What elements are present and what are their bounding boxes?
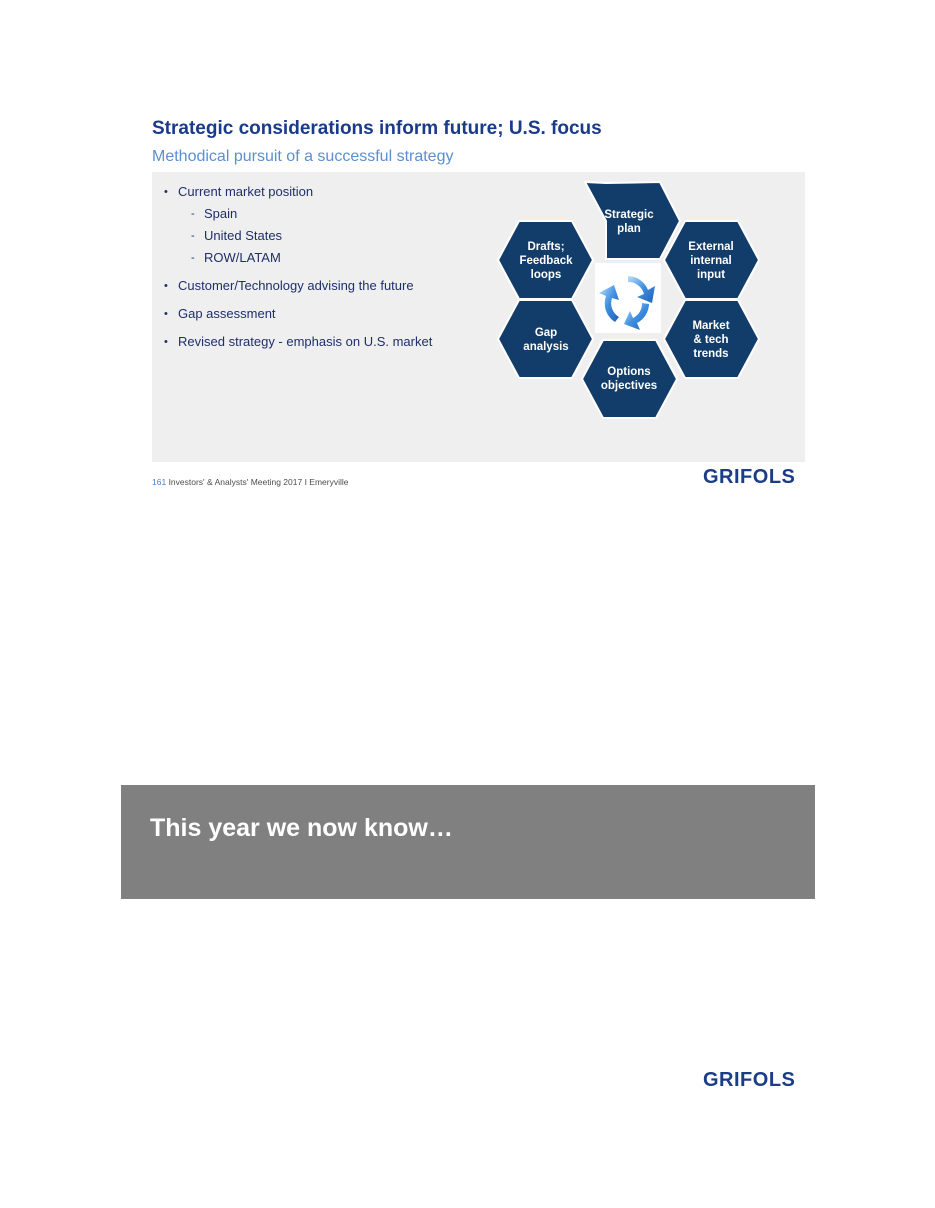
hexagon-cycle-diagram [152,172,805,462]
banner-title: This year we now know… [150,814,453,842]
hex-strategic-plan-line2: plan [617,223,641,235]
svg-text:Market& techtrends [692,320,729,360]
slide-subtitle: Methodical pursuit of a successful strategy [152,148,454,165]
hex-drafts-feedback-line1: Drafts; [527,241,565,253]
recycle-arrows-icon [595,263,661,333]
grifols-logo-bottom: GRIFOLS [703,1069,796,1091]
hex-drafts-feedback-line3: loops [530,269,562,281]
bullet-customer-technology: • Customer/Technology advising the future [164,276,432,296]
hex-gap-analysis-line1: Gap [534,327,558,339]
sub-bullet-united-states: - United States [188,226,432,246]
hex-market-trends-line1: Market [692,320,730,332]
section-banner [121,785,815,899]
hex-external-input-line2: internal [690,255,732,267]
hex-strategic-plan [585,182,680,259]
hex-gap-analysis [498,300,593,378]
bullet-market-position: • Current market position [164,182,432,202]
hex-options-objectives [582,340,677,418]
hex-strategic-plan-line1: Strategic [604,209,654,221]
hex-drafts-feedback-line2: Feedback [519,255,573,267]
hex-market-trends-line2: & tech [693,334,729,346]
sub-bullet-spain: - Spain [188,204,432,224]
hex-options-objectives-line1: Options [607,366,651,378]
slide-footer [152,477,349,487]
hex-external-input [664,221,759,299]
sub-bullet-row-latam: - ROW/LATAM [188,248,432,268]
page-number: 161 [152,477,167,487]
slide-title: Strategic considerations inform future; U.S. focus [152,118,602,139]
bullet-gap-assessment: • Gap assessment [164,304,432,324]
hex-external-input-line1: External [688,241,734,253]
hex-drafts-feedback [498,221,593,299]
grifols-logo: GRIFOLS [703,466,796,488]
hex-market-trends-line3: trends [693,348,729,360]
footer-text: Investors' & Analysts' Meeting 2017 I Emeryville [168,477,349,487]
hex-market-trends [664,300,759,378]
hex-external-input-line3: input [696,269,726,281]
bullet-revised-strategy: • Revised strategy - emphasis on U.S. market [164,332,432,352]
hex-options-objectives-line2: objectives [600,380,658,392]
content-panel [152,172,805,462]
hex-gap-analysis-line2: analysis [523,341,569,353]
